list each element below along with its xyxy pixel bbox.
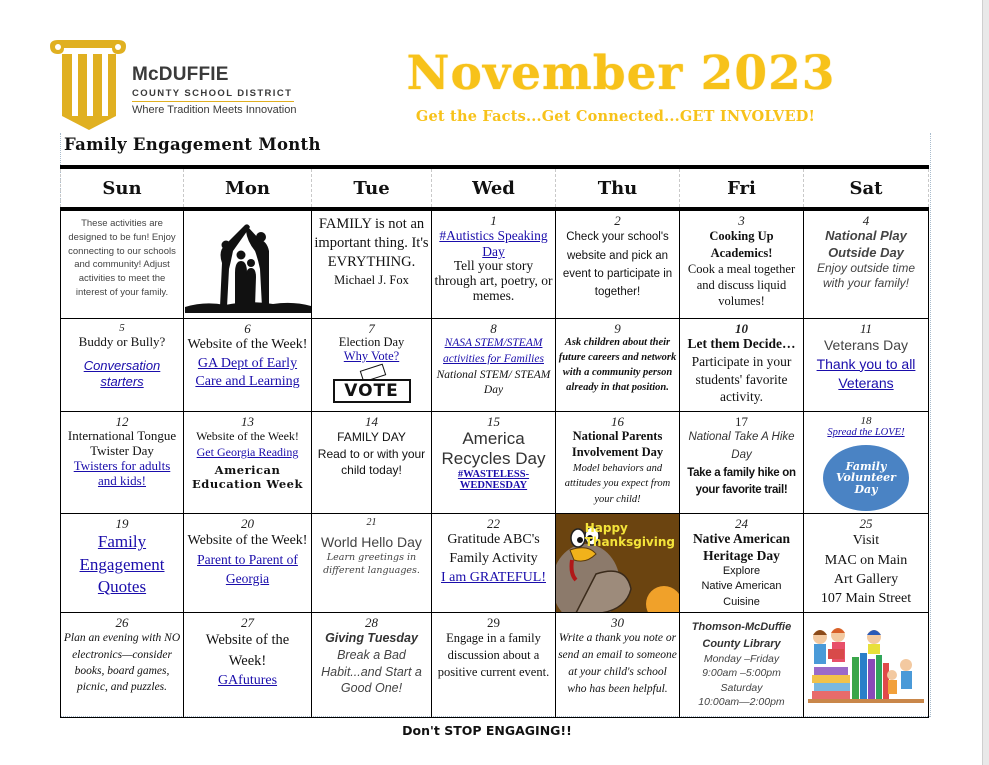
day-text: National STEM/ STEAM Day: [436, 368, 551, 397]
day-text-line: Explore: [722, 564, 761, 577]
day-title: Website of the Week!: [187, 533, 308, 549]
day-20: [184, 514, 312, 613]
day-title: International Tongue Twister Day: [67, 428, 177, 459]
day-number: 8: [490, 321, 497, 337]
day-number: 1: [490, 213, 497, 228]
day-number: 27: [241, 615, 254, 631]
why-vote-link[interactable]: Why Vote?: [343, 349, 400, 364]
family-volunteer-day-badge: [823, 445, 909, 511]
i-am-grateful-link[interactable]: I am GRATEFUL!: [441, 570, 546, 586]
weekday-sat: Sat: [804, 167, 929, 209]
day-text: Take a family hike on your favorite trail!: [687, 467, 796, 497]
day-title: World Hello Day: [321, 534, 422, 551]
thank-veterans-link[interactable]: Thank you to all Veterans: [816, 355, 916, 392]
logo-name: McDUFFIE: [132, 64, 229, 85]
library-hours-cell: [680, 613, 804, 718]
day-number: 7: [368, 321, 375, 337]
day-text: Write a thank you note or send an email to someone at your child's school who has been helpful.: [558, 632, 677, 695]
day-title: Gratitude ABC's Family Activity: [447, 532, 540, 567]
day-line: Art Gallery: [833, 571, 899, 587]
kids-reading-books-icon: [804, 613, 928, 712]
week-row-3: [61, 412, 929, 514]
day-2: [556, 209, 680, 319]
day-28: [312, 613, 432, 718]
day-line: 107 Main Street: [820, 591, 912, 606]
day-line: Visit: [852, 533, 880, 549]
day-3: [680, 209, 804, 319]
day-18: [804, 412, 929, 514]
weekday-wed: Wed: [432, 167, 556, 209]
week-row-5: [61, 613, 929, 718]
day-12: [61, 412, 184, 514]
day-number: 24: [735, 516, 748, 532]
logo-subtitle: COUNTY SCHOOL DISTRICT: [132, 88, 293, 99]
quote-text: FAMILY is not an important thing. It's EVRYTHING.: [314, 216, 429, 270]
district-logo: [48, 40, 308, 132]
day-number: 12: [115, 414, 129, 430]
quote-author: Michael J. Fox: [334, 272, 409, 287]
gafutures-link[interactable]: GAfutures: [217, 673, 278, 689]
footer-text: Don't STOP ENGAGING!!: [402, 723, 572, 738]
image-text-line: Happy: [584, 521, 628, 536]
day-number: 14: [365, 414, 378, 430]
logo-divider: [132, 101, 294, 102]
footer-message: [0, 723, 989, 738]
day-text-line: Native American: [701, 580, 782, 593]
day-21: [312, 514, 432, 613]
day-number: 28: [365, 615, 378, 631]
day-number: 16: [611, 414, 624, 430]
day-29: [432, 613, 556, 718]
day-text: Participate in your students' favorite activity.: [691, 354, 792, 405]
library-hours-line: 9:00am –5:00pm: [702, 667, 781, 680]
day-number: 21: [366, 517, 377, 529]
day-24: [680, 514, 804, 613]
day-line: MAC on Main: [824, 552, 908, 568]
day-text: Check your school's website and pick an event to participate in together!: [562, 231, 673, 299]
day-8: [432, 319, 556, 412]
day-text: Tell your story through art, poetry, or memes.: [434, 258, 553, 304]
spread-the-love-link[interactable]: Spread the LOVE!: [827, 427, 905, 439]
badge-line: Volunteer: [836, 471, 896, 485]
day-title: Cooking Up Academics!: [709, 229, 774, 260]
day-17: [680, 412, 804, 514]
day-9: [556, 319, 680, 412]
day-number: 15: [487, 414, 500, 430]
day-number: 5: [119, 322, 125, 335]
library-hours-line: Saturday: [720, 681, 763, 694]
day-text: Break a Bad Habit...and Start a Good One!: [321, 647, 422, 696]
day-27: [184, 613, 312, 718]
weekday-header-row: [61, 167, 929, 209]
day-26: [61, 613, 184, 718]
quote-cell: [312, 209, 432, 319]
day-number: 13: [241, 414, 254, 430]
day-30: [556, 613, 680, 718]
weekday-fri: Fri: [680, 167, 804, 209]
american-education-week: American Education Week: [192, 462, 303, 492]
day-title: Buddy or Bully?: [78, 334, 166, 350]
day-text: Engage in a family discussion about a positive current event.: [437, 631, 550, 680]
turkey-cartoon-icon: [556, 514, 679, 612]
tongue-twisters-link[interactable]: Twisters for adults and kids!: [73, 458, 171, 489]
week-row-2: [61, 319, 929, 412]
day-number: 9: [614, 321, 621, 337]
day-number: 4: [862, 213, 870, 228]
day-25: [804, 514, 929, 613]
day-text: Plan an evening with NO electronics—consider books, board games, picnic, and puzzles.: [63, 632, 181, 693]
calendar-grid: [60, 165, 929, 718]
family-house-silhouette-icon: [185, 211, 311, 313]
day-22: [432, 514, 556, 613]
day-text: Ask children about their future careers and network with a community person already in that position.: [558, 337, 677, 394]
day-title: Native American Heritage Day: [692, 531, 791, 563]
day-number: 11: [859, 321, 873, 337]
page-tagline: Get the Facts...Get Connected...GET INVOLVED!: [415, 108, 816, 125]
day-number: 18: [860, 415, 872, 428]
day-10: [680, 319, 804, 412]
day-title: FAMILY DAY: [337, 430, 406, 445]
week-row-1: [61, 209, 929, 319]
day-number: 10: [735, 321, 748, 337]
day-number: 6: [244, 321, 251, 337]
day-title: Veterans Day: [823, 337, 909, 354]
day-number: 19: [115, 516, 129, 532]
image-text-line: Thanksgiving: [584, 534, 675, 549]
wasteless-wednesday-link[interactable]: #WASTELESS-WEDNESDAY: [457, 468, 530, 492]
day-title: Website of the Week!: [196, 429, 299, 444]
library-name: Thomson-McDuffie County Library: [691, 621, 792, 650]
day-7: [312, 319, 432, 412]
day-5: [61, 319, 184, 412]
day-4: [804, 209, 929, 319]
day-text: Enjoy outside time with your family!: [816, 260, 916, 291]
column-logo-icon: [48, 40, 128, 132]
day-title: National Parents Involvement Day: [571, 429, 664, 460]
day-14: [312, 412, 432, 514]
day-title: America Recycles Day: [441, 429, 546, 469]
day-1: [432, 209, 556, 319]
day-number: 22: [487, 516, 500, 532]
page-title: November 2023: [406, 46, 836, 101]
day-title: Let them Decide…: [687, 336, 796, 352]
page-edge: [982, 0, 989, 765]
day-text: Learn greetings in different languages.: [323, 551, 420, 577]
conversation-starters-link[interactable]: Conversation starters: [83, 357, 161, 390]
kids-reading-image-cell: [804, 613, 929, 718]
frame-right: [930, 133, 931, 717]
day-title: National Take A Hike Day: [688, 431, 795, 462]
day-number: 17: [735, 414, 748, 430]
day-title: Election Day: [338, 335, 405, 350]
day-number: 25: [859, 516, 873, 532]
month-label: Family Engagement Month: [64, 135, 321, 154]
day-11: [804, 319, 929, 412]
day-title: Website of the Week!: [187, 337, 308, 353]
day-16: [556, 412, 680, 514]
weekday-thu: Thu: [556, 167, 680, 209]
autistics-speaking-day-link[interactable]: #Autistics Speaking Day: [439, 228, 548, 259]
ga-dept-early-care-link[interactable]: GA Dept of Early Care and Learning: [195, 355, 300, 389]
day-text: Model behaviors and attitudes you expect from your child!: [564, 462, 671, 506]
day-title: National Play Outside Day: [825, 228, 907, 260]
badge-line: Day: [854, 482, 878, 496]
day-title: Giving Tuesday: [325, 631, 418, 646]
day-text: Read to or with your child today!: [317, 446, 426, 477]
family-image-cell: [184, 209, 312, 319]
library-hours-line: Monday –Friday: [703, 653, 780, 666]
day-number: 3: [738, 213, 745, 228]
weekday-mon: Mon: [184, 167, 312, 209]
badge-line: Family: [845, 459, 887, 473]
week-row-4: [61, 514, 929, 613]
day-number: 29: [487, 615, 500, 631]
day-number: 30: [611, 615, 624, 631]
day-number: 20: [241, 516, 254, 532]
day-13: [184, 412, 312, 514]
day-6: [184, 319, 312, 412]
day-number: 26: [115, 615, 129, 631]
intro-text: These activities are designed to be fun! Enjoy connecting to our schools and community! Adjust activities to meet the interest of your family.: [68, 218, 176, 298]
happy-thanksgiving-text: [585, 522, 675, 550]
day-text-line: Cuisine: [723, 595, 760, 608]
parent-to-parent-link[interactable]: Parent to Parent of Georgia: [197, 552, 298, 586]
day-text: Cook a meal together and discuss liquid volumes!: [687, 261, 796, 309]
family-engagement-quotes-link[interactable]: Family Engagement Quotes: [79, 532, 165, 596]
logo-tagline: Where Tradition Meets Innovation: [132, 104, 297, 116]
nasa-stem-link[interactable]: NASA STEM/STEAM activities for Families: [443, 337, 544, 365]
day-15: [432, 412, 556, 514]
get-georgia-reading-link[interactable]: Get Georgia Reading: [196, 445, 299, 460]
library-hours-line: 10:00am—2:00pm: [698, 695, 785, 708]
weekday-tue: Tue: [312, 167, 432, 209]
ballot-box-icon: VOTE: [333, 367, 411, 403]
day-title: Website of the Week!: [205, 632, 290, 669]
day-19: [61, 514, 184, 613]
thanksgiving-image-cell: [556, 514, 680, 613]
intro-cell: [61, 209, 184, 319]
weekday-sun: Sun: [61, 167, 184, 209]
day-number: 2: [614, 213, 621, 228]
